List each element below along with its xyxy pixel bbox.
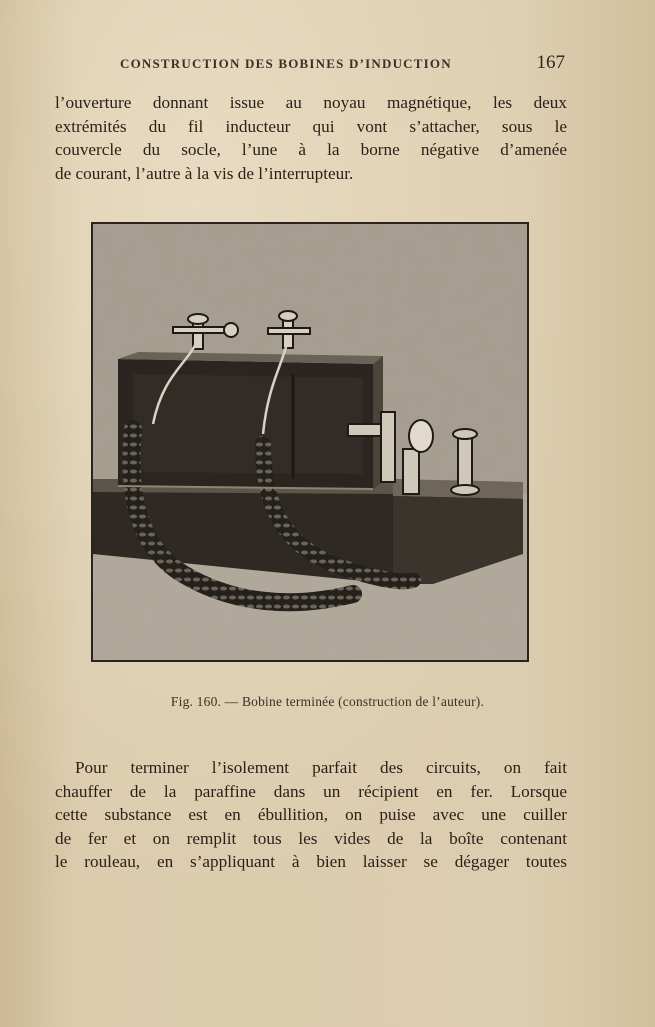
text-line: l’ouverture donnant issue au noyau magnétique, les deux <box>55 93 567 112</box>
paragraph-1 <box>55 91 567 185</box>
text-line: de courant, l’autre à la vis de l’interrupteur. <box>55 163 354 183</box>
text-line: extrémités du fil inducteur qui vont s’attacher, sous le <box>55 116 567 136</box>
running-title: CONSTRUCTION DES BOBINES D’INDUCTION <box>120 56 452 71</box>
figure-caption: Fig. 160. — Bobine terminée (construction de l’auteur). <box>170 694 485 709</box>
text-line: cette substance est en ébullition, on puise avec une cuiller <box>55 805 567 824</box>
text-line: le rouleau, en s’appliquant à bien laisser se dégager toutes <box>55 852 567 871</box>
induction-coil-engraving <box>93 224 527 660</box>
page-number: 167 <box>536 52 565 73</box>
text-line: chauffer de la paraffine dans un récipient en fer. Lorsque <box>55 781 567 801</box>
text-line: Pour terminer l’isolement parfait des circuits, on fait <box>75 758 567 777</box>
figure-160-illustration <box>91 222 529 662</box>
paragraph-2 <box>55 756 567 874</box>
text-line: de fer et on remplit tous les vides de la boîte contenant <box>55 828 567 848</box>
page-header <box>120 52 565 78</box>
text-line: couvercle du socle, l’une à la borne négative d’amenée <box>55 140 567 159</box>
